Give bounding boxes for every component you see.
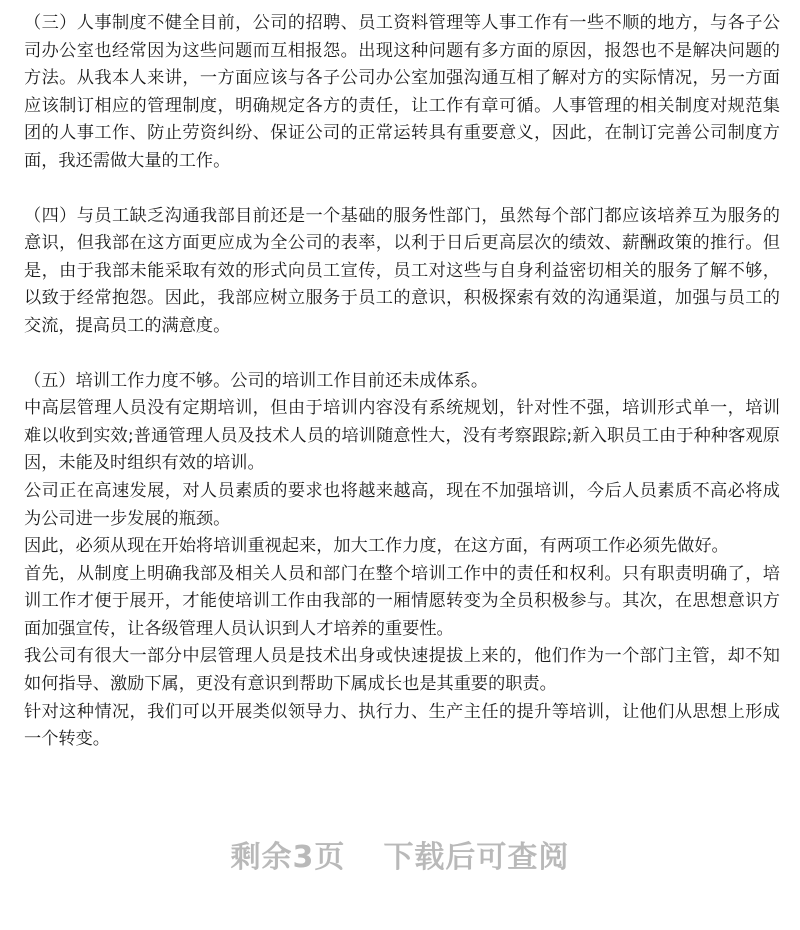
paragraph-section-5-item: 公司正在高速发展，对人员素质的要求也将越来越高，现在不加强培训，今后人员素质不高必将成为公司进一步发展的瓶颈。 [24,480,780,529]
paragraph-section-4: （四）与员工缺乏沟通我部目前还是一个基础的服务性部门，虽然每个部门都应该培养互为服务的意识，但我部在这方面更应成为全公司的表率，以利于日后更高层次的绩效、薪酬政策的推行。但是，由于我部未能采取有效的形式向员工宣传，员工对这些与自身利益密切相关的服务了解不够，以致于经常抱怨。因此，我部应树立服务于员工的意识，积极探索有效的沟通渠道，加强与员工的交流，提高员工的满意度。 [24,205,780,336]
paragraph-gap [24,176,780,203]
paragraph-section-5-item: 首先，从制度上明确我部及相关人员和部门在整个培训工作中的责任和权利。只有职责明确了，培训工作才便于展开，才能使培训工作由我部的一厢情愿转变为全员积极参与。其次，在思想意识方面加强宣传，让各级管理人员认识到人才培养的重要性。 [24,563,780,639]
paragraph-section-5-item: 我公司有很大一部分中层管理人员是技术出身或快速提拔上来的，他们作为一个部门主管，却不知如何指导、激励下属，更没有意识到帮助下属成长也是其重要的职责。 [24,646,780,695]
download-to-view-text: 下载后可查阅 [383,840,570,875]
paragraph-section-5-heading: （五）培训工作力度不够。公司的培训工作目前还未成体系。 [24,370,489,391]
paragraph-section-5-item: 因此，必须从现在开始将培训重视起来，加大工作力度，在这方面，有两项工作必须先做好。 [24,536,729,557]
paragraph-gap [24,341,780,368]
paragraph-section-5-item: 针对这种情况，我们可以开展类似领导力、执行力、生产主任的提升等培训，让他们从思想上形成一个转变。 [24,701,780,750]
document-body [24,10,780,754]
paragraph-section-3: （三）人事制度不健全目前，公司的招聘、员工资料管理等人事工作有一些不顺的地方，与各子公司办公室也经常因为这些问题而互相报怨。出现这种问题有多方面的原因，报怨也不是解决问题的方法。从我本人来讲，一方面应该与各子公司办公室加强沟通互相了解对方的实际情况，另一方面应该制订相应的管理制度，明确规定各方的责任，让工作有章可循。人事管理的相关制度对规范集团的人事工作、防止劳资纠纷、保证公司的正常运转具有重要意义，因此，在制订完善公司制度方面，我还需做大量的工作。 [24,13,780,171]
paragraph-section-5-item: 中高层管理人员没有定期培训，但由于培训内容没有系统规划，针对性不强，培训形式单一，培训难以收到实效;普通管理人员及技术人员的培训随意性大，没有考察跟踪;新入职员工由于种种客观原因，未能及时组织有效的培训。 [24,398,780,474]
remaining-pages-banner[interactable] [0,832,800,876]
remaining-pages-text: 剩余3页 [230,840,346,875]
